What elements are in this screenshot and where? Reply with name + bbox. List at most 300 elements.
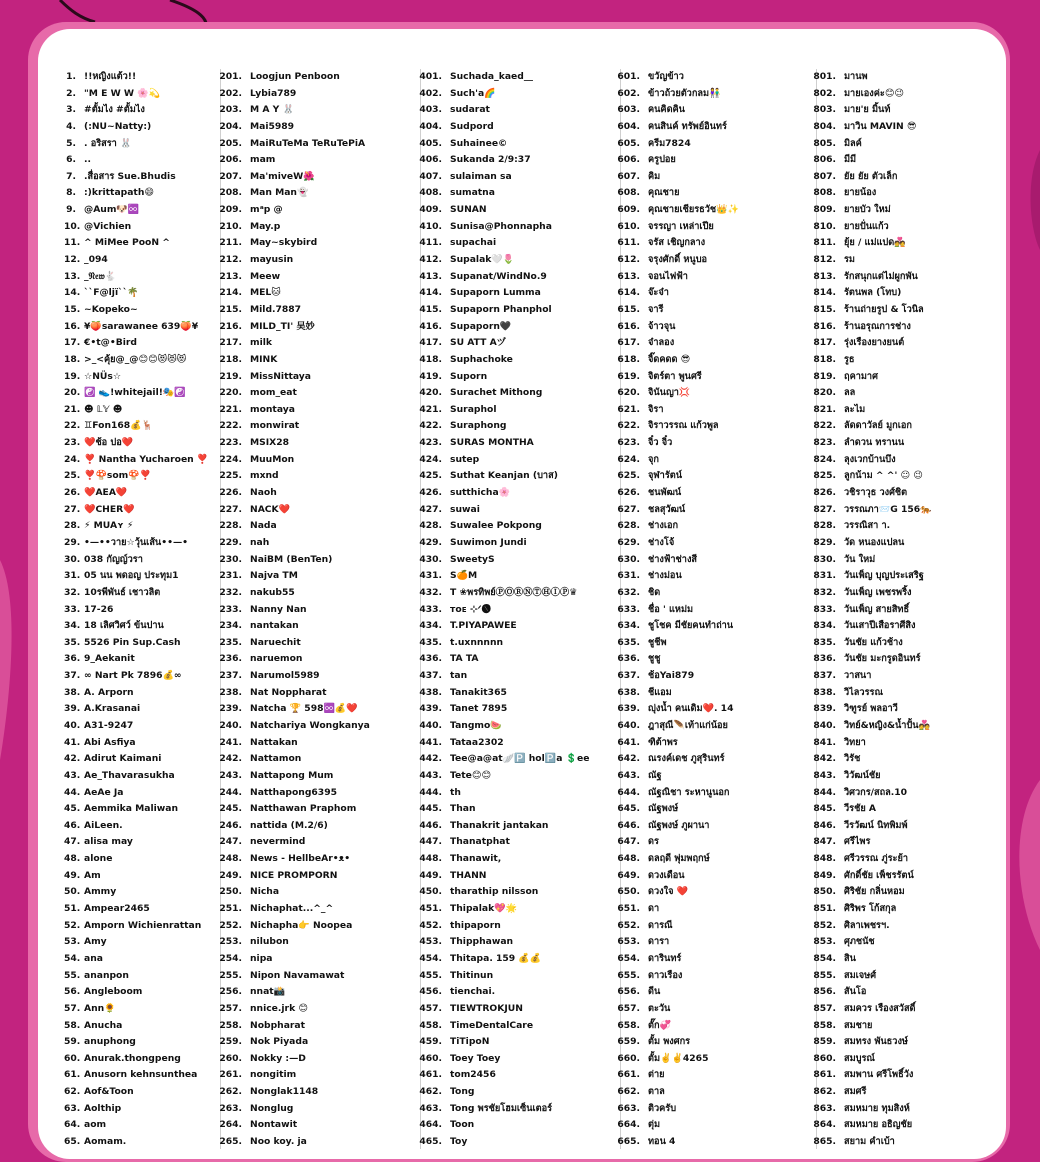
entry-name: จิรา (648, 403, 664, 415)
entry-number: 649. (617, 869, 640, 881)
name-entry (218, 269, 418, 286)
entry-name: มานพ (844, 71, 868, 82)
entry-name: Angleboom (84, 986, 143, 998)
entry-name: T.PIYAPAWEE (450, 620, 517, 632)
entry-name: nakub55 (250, 586, 295, 598)
entry-number: 639. (617, 703, 640, 715)
entry-name: จินันญา💢 (648, 387, 691, 399)
entry-number: 827. (813, 503, 836, 515)
entry-name: Supaporn🖤 (450, 320, 512, 332)
entry-number: 260. (219, 1052, 242, 1064)
name-entry (218, 934, 418, 951)
entry-name: ชีแอม (648, 686, 672, 698)
entry-number: 465. (419, 1136, 442, 1147)
entry-name: NACK❤️ (250, 503, 291, 515)
entry-name: วันเพ็ญ เพชรพริ้ง (844, 586, 912, 598)
entry-number: 203. (219, 104, 242, 116)
entry-number: 25. (64, 470, 81, 482)
name-entry (418, 485, 618, 502)
name-entry (218, 152, 418, 169)
entry-number: 16. (64, 320, 81, 332)
entry-number: 439. (419, 703, 442, 715)
entry-name: Ma'miveW🌺 (250, 170, 315, 182)
entry-number: 630. (617, 553, 640, 565)
entry-number: 454. (419, 952, 442, 964)
name-entry (218, 235, 418, 252)
entry-number: 850. (813, 886, 836, 898)
name-entry (616, 86, 816, 103)
entry-name: วิฑูรย์ พลอาวี (844, 703, 898, 715)
name-entry (218, 502, 418, 519)
entry-name: วีรชัย A (844, 803, 877, 815)
entry-name: nipa (250, 952, 273, 964)
name-entry (218, 651, 418, 668)
name-entry (418, 252, 618, 269)
name-entry (616, 1117, 816, 1134)
entry-number: 852. (813, 919, 836, 931)
entry-name: S🍊M (450, 570, 478, 582)
entry-number: 235. (219, 636, 242, 648)
entry-name: ตั้ม พงศกร (648, 1036, 691, 1048)
name-entry (418, 651, 618, 668)
name-entry (418, 352, 618, 369)
entry-name: th (450, 786, 461, 798)
entry-name: สมทรง พันธวงษ์ (844, 1036, 908, 1048)
entry-name: May.p (250, 220, 281, 232)
entry-name: ชูชู (648, 653, 661, 665)
entry-number: 65. (64, 1136, 81, 1147)
entry-number: 2. (66, 87, 76, 99)
entry-name: คนสินค์ ทรัพย์อินทร์ (648, 120, 727, 132)
name-entry (218, 635, 418, 652)
entry-number: 805. (813, 137, 836, 149)
entry-name: Aof&Toon (84, 1086, 134, 1098)
entry-number: 634. (617, 620, 640, 632)
entry-name: Tataa2302 (450, 736, 504, 748)
entry-number: 6. (66, 154, 76, 166)
entry-number: 258. (219, 1019, 242, 1031)
entry-name: ดาวเรือง (648, 969, 683, 981)
entry-name: จรรญา เหล่าเปีย (648, 220, 714, 232)
entry-name: ข้าวถ้วยตัวกลม👫 (648, 87, 721, 99)
entry-number: 636. (617, 653, 640, 665)
entry-name: Meew (250, 270, 281, 282)
entry-name: Anusorn kehnsunthea (84, 1069, 198, 1081)
entry-name: Natthawan Praphom (250, 803, 357, 815)
name-entry (616, 1001, 816, 1018)
entry-name: ❤️AEA❤️ (84, 487, 128, 499)
name-entry (218, 402, 418, 419)
name-entry (218, 968, 418, 985)
entry-number: 242. (219, 753, 242, 765)
entry-number: 436. (419, 653, 442, 665)
name-entry (218, 102, 418, 119)
entry-number: 863. (813, 1102, 836, 1114)
name-entry (616, 335, 816, 352)
name-entry (418, 901, 618, 918)
name-entry (812, 1018, 1012, 1035)
name-entry (812, 585, 1012, 602)
entry-name: Nada (250, 520, 277, 532)
entry-number: 620. (617, 387, 640, 399)
name-entry (218, 618, 418, 635)
entry-name: สมเจษศ์ (844, 969, 877, 981)
entry-number: 54. (64, 952, 81, 964)
entry-name: mᵃp @ (250, 204, 283, 216)
entry-number: 422. (419, 420, 442, 432)
entry-number: 841. (813, 736, 836, 748)
entry-number: 223. (219, 437, 242, 449)
entry-number: 35. (64, 636, 81, 648)
entry-name: ❣️🍄som🍄❣️ (84, 470, 152, 482)
entry-name: Sudpord (450, 120, 494, 132)
name-entry (418, 335, 618, 352)
entry-name: May~skybird (250, 237, 318, 249)
entry-name: Toon (450, 1119, 475, 1131)
entry-number: 401. (419, 71, 442, 82)
name-entry (218, 202, 418, 219)
entry-number: 451. (419, 903, 442, 915)
name-entry (616, 302, 816, 319)
name-entry (616, 202, 816, 219)
entry-name: Noo koy. ja (250, 1136, 307, 1147)
name-entry (616, 685, 816, 702)
entry-number: 660. (617, 1052, 640, 1064)
entry-number: 431. (419, 570, 442, 582)
entry-name: ☆NÜs☆ (84, 370, 122, 382)
entry-number: 606. (617, 154, 640, 166)
entry-name: sumatna (450, 187, 495, 199)
name-entry (812, 252, 1012, 269)
entry-number: 650. (617, 886, 640, 898)
entry-number: 840. (813, 719, 836, 731)
entry-name: Suthat Keanjan (บาส) (450, 470, 558, 482)
entry-name: จรุงศักดิ์ หนูบอ (648, 254, 708, 266)
entry-name: 10รพีพันธ์ เชาวลิต (84, 586, 161, 598)
name-entry (418, 69, 618, 86)
name-entry (616, 701, 816, 718)
entry-name: thipaporn (450, 919, 501, 931)
entry-name: ตาล (648, 1086, 665, 1098)
entry-number: 624. (617, 453, 640, 465)
entry-name: SUNAN (450, 204, 487, 216)
entry-name: สมชาย (844, 1019, 873, 1031)
name-entry (616, 834, 816, 851)
entry-name: MissNittaya (250, 370, 311, 382)
entry-name: ดลฤดี พุ่มพฤกษ์ (648, 853, 710, 865)
entry-name: Natthapong6395 (250, 786, 337, 798)
name-entry (418, 535, 618, 552)
entry-number: 406. (419, 154, 442, 166)
name-entry (812, 452, 1012, 469)
entry-number: 50. (64, 886, 81, 898)
entry-number: 828. (813, 520, 836, 532)
name-entry (812, 185, 1012, 202)
entry-number: 642. (617, 753, 640, 765)
entry-number: 839. (813, 703, 836, 715)
entry-number: 812. (813, 254, 836, 266)
entry-number: 610. (617, 220, 640, 232)
entry-number: 834. (813, 620, 836, 632)
name-entry (418, 785, 618, 802)
entry-number: 845. (813, 803, 836, 815)
entry-name: คุณชาย (648, 187, 680, 199)
entry-number: 435. (419, 636, 442, 648)
entry-name: สิน (844, 952, 856, 964)
name-entry (418, 1117, 618, 1134)
name-entry (218, 335, 418, 352)
entry-number: 637. (617, 670, 640, 682)
entry-number: 849. (813, 869, 836, 881)
entry-number: 57. (64, 1002, 81, 1014)
entry-number: 861. (813, 1069, 836, 1081)
entry-number: 640. (617, 719, 640, 731)
name-entry (418, 452, 618, 469)
name-entry (812, 402, 1012, 419)
name-entry (812, 918, 1012, 935)
name-entry (616, 585, 816, 602)
name-entry (616, 285, 816, 302)
name-entry (812, 518, 1012, 535)
entry-name: Nokky :—D (250, 1052, 306, 1064)
entry-number: 265. (219, 1136, 242, 1147)
entry-name: วรรณิสา า. (844, 520, 891, 532)
entry-number: 418. (419, 353, 442, 365)
name-entry (418, 1018, 618, 1035)
entry-name: คุณชายเชียรธวัช👑✨ (648, 204, 740, 216)
entry-number: 635. (617, 636, 640, 648)
entry-name: Thitapa. 159 💰💰 (450, 952, 542, 964)
name-entry (218, 86, 418, 103)
entry-name: ลุงเวกบ้านบึง (844, 453, 896, 465)
entry-name: จุก (648, 453, 659, 465)
name-entry (616, 635, 816, 652)
names-column-2 (218, 69, 418, 1151)
entry-number: 461. (419, 1069, 442, 1081)
entry-number: 444. (419, 786, 442, 798)
entry-name: ต่าย (648, 1069, 665, 1081)
name-entry (218, 352, 418, 369)
entry-name: Nat Noppharat (250, 686, 327, 698)
entry-number: 617. (617, 337, 640, 349)
entry-name: ชลสุวัฒน์ (648, 503, 686, 515)
entry-number: 414. (419, 287, 442, 299)
entry-name: รักสนุกแต่ไม่ผูกพัน (844, 270, 918, 282)
entry-number: 665. (617, 1136, 640, 1147)
entry-name: Man Man👻 (250, 187, 309, 199)
entry-name: ครูปอย (648, 154, 676, 166)
entry-name: @Aum🐶♾️ (84, 204, 140, 216)
entry-name: ชูชีพ (648, 636, 667, 648)
name-entry (418, 635, 618, 652)
name-entry (218, 901, 418, 918)
entry-number: 24. (64, 453, 81, 465)
entry-name: Tong พรชัยโฮมเซ็นเตอร์ (450, 1102, 553, 1114)
entry-number: 441. (419, 736, 442, 748)
entry-number: 403. (419, 104, 442, 116)
entry-number: 404. (419, 120, 442, 132)
entry-number: 64. (64, 1119, 81, 1131)
entry-name: Than (450, 803, 476, 815)
entry-number: 810. (813, 220, 836, 232)
name-entry (812, 485, 1012, 502)
entry-number: 7. (66, 170, 76, 182)
entry-number: 456. (419, 986, 442, 998)
entry-name: สมหมาย อธิญชัย (844, 1119, 913, 1131)
entry-name: วาสนา (844, 670, 872, 682)
entry-number: 263. (219, 1102, 242, 1114)
entry-name: Nobpharat (250, 1019, 306, 1031)
entry-name: ศุภชนัช (844, 936, 875, 948)
entry-number: 447. (419, 836, 442, 848)
name-entry (218, 1018, 418, 1035)
entry-name: Thitinun (450, 969, 494, 981)
entry-number: 1. (66, 71, 76, 82)
entry-name: ยายบัว ใหม่ (844, 204, 891, 216)
entry-name: ดารินทร์ (648, 952, 682, 964)
entry-name: ยายปั่นแก้ว (844, 220, 889, 232)
entry-name: ดีน (648, 986, 661, 998)
name-entry (812, 418, 1012, 435)
entry-number: 440. (419, 719, 442, 731)
entry-name: Anucha (84, 1019, 123, 1031)
entry-number: 225. (219, 470, 242, 482)
entry-number: 20. (64, 387, 81, 399)
entry-name: ครีม7824 (648, 137, 691, 149)
entry-number: 224. (219, 453, 242, 465)
entry-number: 432. (419, 586, 442, 598)
name-entry (616, 452, 816, 469)
entry-name: •—••วาย☆วุ้นเส้น••—• (84, 536, 189, 548)
entry-name: sutthicha🌸 (450, 487, 511, 499)
name-entry (616, 219, 816, 236)
entry-name: Nichaphat...^_^ (250, 903, 334, 915)
entry-number: 11. (64, 237, 81, 249)
entry-number: 13. (64, 270, 81, 282)
entry-name: Tangmo🍉 (450, 719, 502, 731)
entry-number: 459. (419, 1036, 442, 1048)
name-entry (812, 1001, 1012, 1018)
name-entry (812, 285, 1012, 302)
name-entry (616, 269, 816, 286)
entry-name: ศักดิ์ชัย เพ็ชรรัตน์ (844, 869, 914, 881)
name-entry (616, 884, 816, 901)
entry-number: 643. (617, 769, 640, 781)
entry-name: mxnd (250, 470, 279, 482)
entry-number: 32. (64, 586, 81, 598)
entry-number: 410. (419, 220, 442, 232)
entry-number: 41. (64, 736, 81, 748)
entry-number: 38. (64, 686, 81, 698)
entry-number: 656. (617, 986, 640, 998)
entry-name: MuuMon (250, 453, 295, 465)
entry-number: 252. (219, 919, 242, 931)
name-entry (418, 302, 618, 319)
entry-name: A.Krasanai (84, 703, 141, 715)
name-entry (616, 1084, 816, 1101)
name-entry (812, 435, 1012, 452)
name-entry (616, 319, 816, 336)
name-entry (812, 269, 1012, 286)
entry-name: ศิลาเพชรฯ. (844, 919, 890, 931)
entry-name: Nonglak1148 (250, 1086, 319, 1098)
name-entry (616, 1067, 816, 1084)
entry-name: NaiBM (BenTen) (250, 553, 333, 565)
name-entry (418, 868, 618, 885)
name-entry (616, 602, 816, 619)
name-entry (812, 535, 1012, 552)
entry-name: anuphong (84, 1036, 136, 1048)
entry-name: t.uxnnnnn (450, 636, 504, 648)
entry-number: 446. (419, 819, 442, 831)
entry-number: 53. (64, 936, 81, 948)
name-entry (812, 335, 1012, 352)
name-entry (418, 568, 618, 585)
entry-number: 821. (813, 403, 836, 415)
name-entry (218, 1051, 418, 1068)
entry-name: มีมี (844, 154, 857, 166)
entry-name: alisa may (84, 836, 133, 848)
entry-name: tom2456 (450, 1069, 496, 1081)
entry-name: ณัฐณิชา ระหานูนอก (648, 786, 730, 798)
entry-name: nah (250, 536, 270, 548)
entry-number: 426. (419, 487, 442, 499)
entry-number: 623. (617, 437, 640, 449)
entry-name: คิม (648, 170, 661, 182)
entry-number: 842. (813, 753, 836, 765)
entry-name: !!หญิงแต้ว!! (84, 71, 137, 82)
name-entry (418, 884, 618, 901)
names-panel (38, 29, 1006, 1159)
entry-name: วีรวัฒน์ นิทพิมพ์ (844, 819, 908, 831)
entry-name: suwai (450, 503, 480, 515)
entry-number: 405. (419, 137, 442, 149)
name-entry (812, 552, 1012, 569)
entry-number: 651. (617, 903, 640, 915)
name-entry (218, 418, 418, 435)
name-entry (218, 918, 418, 935)
entry-number: 221. (219, 403, 242, 415)
entry-number: 55. (64, 969, 81, 981)
name-entry (812, 651, 1012, 668)
entry-name: ชนพัฒน์ (648, 487, 682, 499)
name-entry (218, 1084, 418, 1101)
entry-name: .. (84, 154, 91, 166)
entry-number: 823. (813, 437, 836, 449)
entry-number: 249. (219, 869, 242, 881)
entry-name: . อริสรา 🐰 (84, 137, 132, 149)
entry-number: 662. (617, 1086, 640, 1098)
entry-number: 255. (219, 969, 242, 981)
entry-number: 847. (813, 836, 836, 848)
entry-name: 038 กัญญ์วรา (84, 553, 143, 565)
entry-name: ∞ Nart Pk 7896💰∞ (84, 670, 182, 682)
entry-name: จอนไฟฟ้า (648, 270, 688, 282)
entry-name: @Vichien (84, 220, 132, 232)
entry-number: 602. (617, 87, 640, 99)
entry-number: 613. (617, 270, 640, 282)
entry-number: 10. (64, 220, 81, 232)
entry-number: 37. (64, 670, 81, 682)
name-entry (218, 452, 418, 469)
entry-number: 638. (617, 686, 640, 698)
name-entry (218, 801, 418, 818)
name-entry (218, 951, 418, 968)
name-entry (218, 285, 418, 302)
entry-number: 240. (219, 719, 242, 731)
name-entry (418, 169, 618, 186)
entry-name: mom_eat (250, 387, 297, 399)
